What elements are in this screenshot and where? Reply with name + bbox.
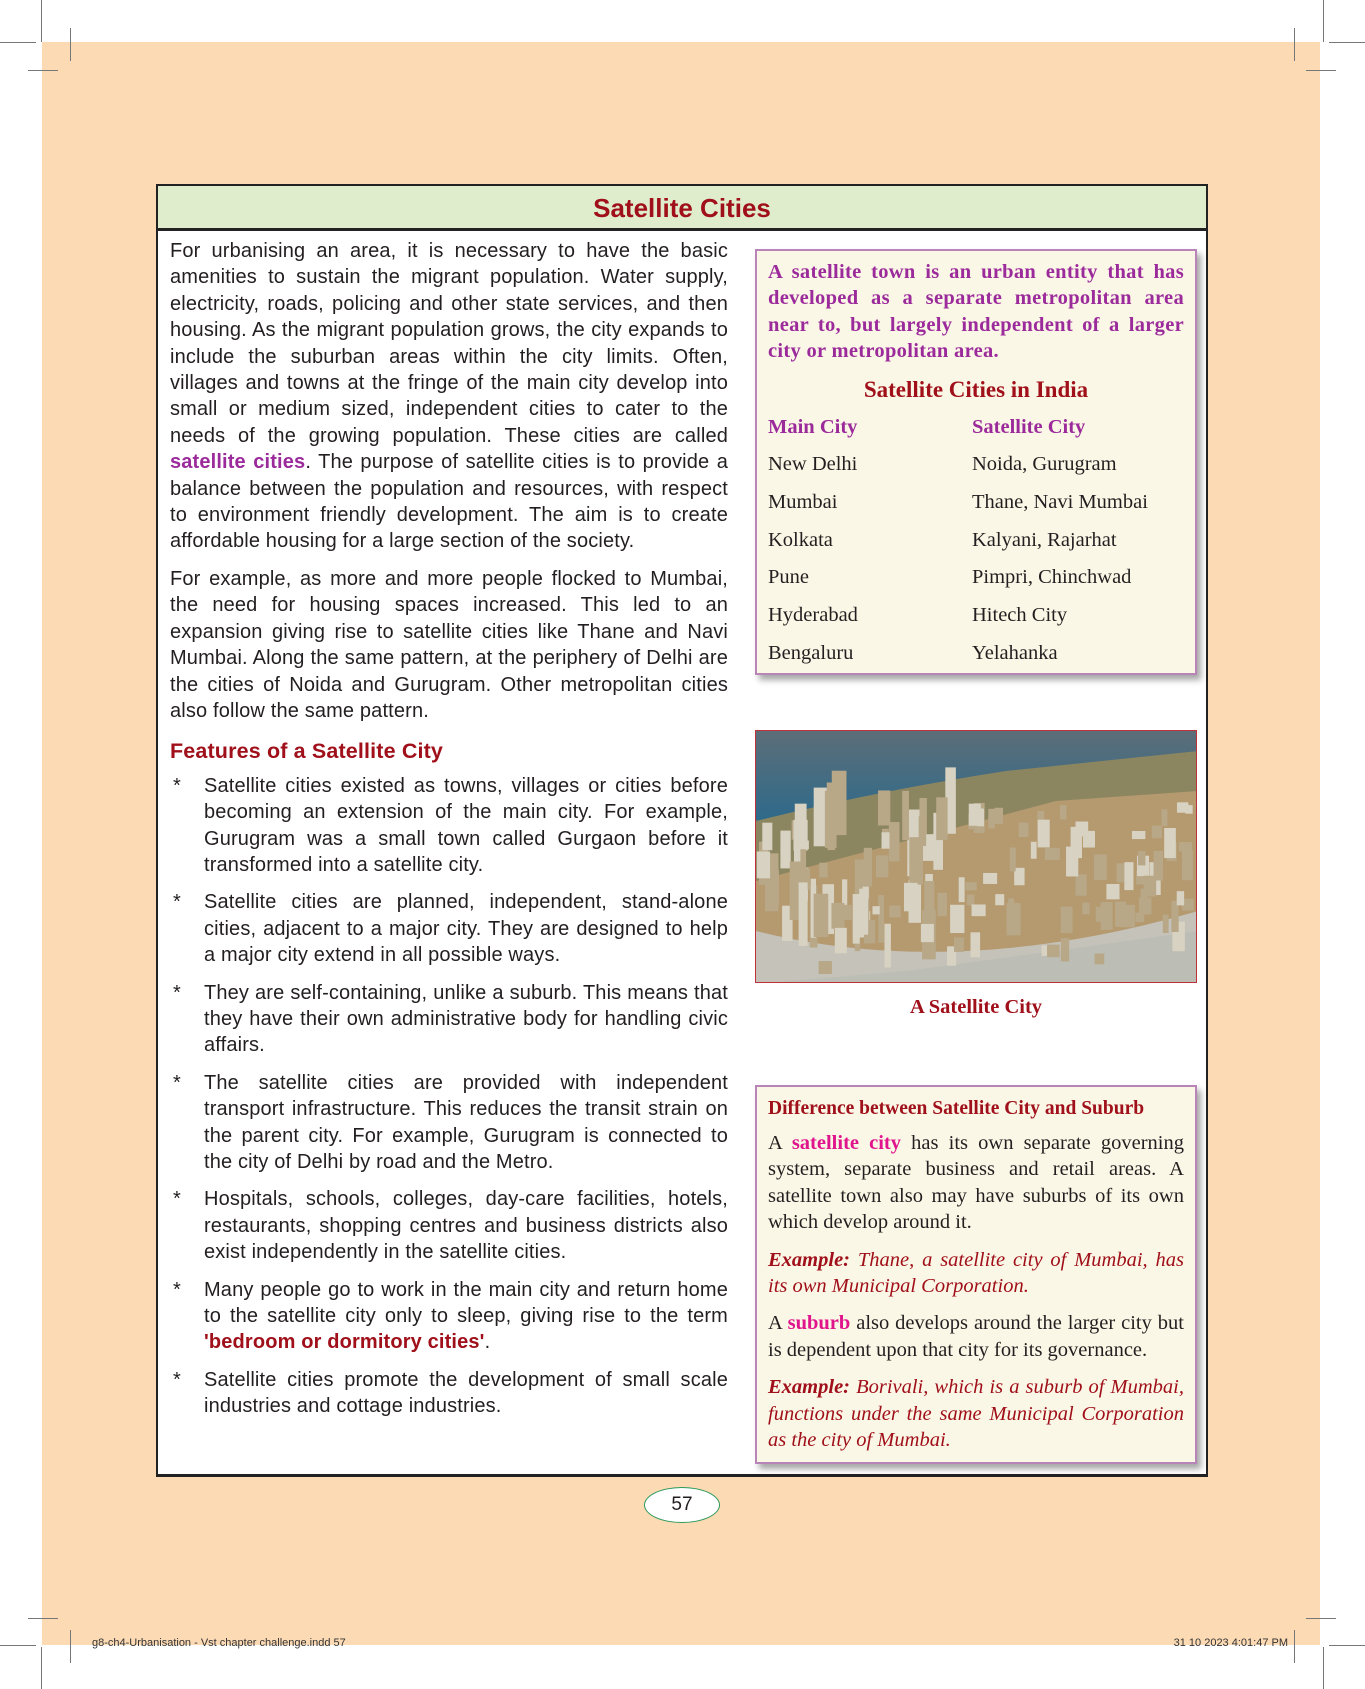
text: Borivali, which is a suburb of Mumbai, functions under the same Municipal Corporation as the city of Mumbai. xyxy=(768,1376,1184,1452)
example-1 xyxy=(768,1247,1184,1300)
table-row xyxy=(768,484,1184,522)
building xyxy=(969,804,981,826)
building xyxy=(988,809,995,829)
building xyxy=(844,905,852,920)
building xyxy=(889,822,900,861)
image-caption: A Satellite City xyxy=(909,996,1043,1018)
building xyxy=(936,797,947,840)
column-header: Main City xyxy=(768,415,858,438)
list-item-text: Satellite cities existed as towns, villages or cities before becoming an extension of the main city. For example, Gurugram was a small town called Gurgaon before it transformed into a satellite city. xyxy=(204,774,728,876)
text: A xyxy=(768,1312,788,1335)
list-item xyxy=(170,773,728,879)
building xyxy=(1037,811,1044,819)
building xyxy=(819,863,827,878)
crop-mark xyxy=(1329,1645,1365,1646)
building xyxy=(842,879,847,906)
building xyxy=(799,882,808,945)
building xyxy=(814,788,827,847)
list-item-text: Satellite cities are planned, independent, stand-alone cities, adjacent to a major city. They are designed to help a major city extend in all possible ways. xyxy=(204,891,728,967)
building xyxy=(1182,850,1193,880)
building xyxy=(780,831,790,869)
difference-box xyxy=(755,1085,1197,1464)
building xyxy=(1139,898,1151,915)
definition-text: A satellite town is an urban entity that has developed as a separate metropolitan area near to, but largely independent of a larger city or metropolitan area. xyxy=(768,261,1184,363)
building xyxy=(1071,827,1082,858)
table-row xyxy=(768,559,1184,597)
table-cell: Hyderabad xyxy=(768,604,858,627)
building xyxy=(983,873,997,884)
bullet-icon: * xyxy=(173,1278,181,1301)
building xyxy=(965,882,976,890)
building xyxy=(1171,901,1178,932)
building xyxy=(938,893,947,916)
footer-timestamp: 31 10 2023 4:01:47 PM xyxy=(1173,1637,1288,1649)
list-item-text: Satellite cities promote the development of small scale industries and cottage industries. xyxy=(204,1368,728,1418)
table-row xyxy=(768,635,1184,673)
crop-mark xyxy=(1306,70,1336,71)
building xyxy=(1010,848,1016,872)
text: has its own separate governing system, separate business and retail areas. A satellite town also may have suburbs of its own which develop around it. xyxy=(768,1132,1184,1234)
building xyxy=(884,924,890,968)
building xyxy=(835,928,847,954)
building xyxy=(971,932,981,957)
table-row xyxy=(768,522,1184,560)
building xyxy=(950,905,964,933)
list-item-text: They are self-containing, unlike a suburb. This means that they have their own administrative body for handling civic affairs. xyxy=(204,981,728,1057)
building xyxy=(757,851,770,878)
building xyxy=(1115,902,1126,927)
bullet-icon: * xyxy=(173,891,181,914)
building xyxy=(1083,831,1095,848)
building xyxy=(1101,902,1113,930)
table-header xyxy=(768,409,1184,447)
building xyxy=(882,832,890,848)
table-title: Satellite Cities in India xyxy=(863,376,1089,402)
intro-paragraph xyxy=(170,238,728,555)
table-cell: Pune xyxy=(768,566,809,589)
building xyxy=(902,791,909,840)
crop-mark xyxy=(41,0,42,42)
suburb-paragraph xyxy=(768,1310,1184,1363)
text: For urbanising an area, it is necessary to have the basic amenities to sustain the migrant population. Water supply, electricity, roads, policing and other state services, and then housing. As the migrant population grows, the city expands to include the suburban areas within the city limits. Often, villages and towns at the fringe of the main city develop into small or medium sized, independent cities to cater to the needs of the growing population. These cities are called xyxy=(170,240,728,447)
building xyxy=(972,904,986,916)
text: also develops around the larger city but is dependent upon that city for its governance. xyxy=(768,1312,1184,1361)
building xyxy=(967,895,974,906)
building xyxy=(1152,826,1162,839)
building xyxy=(1045,848,1060,860)
list-item-text xyxy=(204,1277,728,1356)
bullet-icon: * xyxy=(173,981,181,1004)
crop-mark xyxy=(41,1647,42,1689)
building xyxy=(959,877,965,902)
highlight-term: satellite cities xyxy=(170,451,306,474)
table-cell: Bengaluru xyxy=(768,641,854,664)
example-paragraph: For example, as more and more people flocked to Mumbai, the need for housing spaces increased. This led to an expansion giving rise to satellite cities like Thane and Navi Mumbai. Along the same pattern, at the periphery of Delhi are the cities of Noida and Gurugram. Other metropolitan cities also follow the same pattern. xyxy=(170,567,728,722)
building xyxy=(872,906,879,914)
highlight-term: suburb xyxy=(787,1312,851,1335)
satellite-city-paragraph xyxy=(768,1130,1184,1236)
page-number: 57 xyxy=(644,1487,720,1523)
building xyxy=(1163,915,1169,933)
building xyxy=(1031,842,1037,859)
table-cell: Thane, Navi Mumbai xyxy=(972,491,1148,514)
building xyxy=(825,791,837,848)
building xyxy=(1132,831,1145,839)
building xyxy=(814,894,829,937)
table-cell: Kolkata xyxy=(768,528,833,551)
list-item xyxy=(170,1070,728,1176)
building xyxy=(796,840,808,849)
building xyxy=(1007,903,1021,935)
list-item xyxy=(170,1277,728,1356)
building xyxy=(831,903,844,929)
list-item xyxy=(170,889,728,968)
building xyxy=(1144,876,1157,897)
building xyxy=(904,883,918,911)
crop-mark xyxy=(1294,28,1295,61)
building xyxy=(1095,954,1105,965)
building xyxy=(1117,863,1125,882)
text: . The purpose of satellite cities is to provide a balance between the population and resources, with respect to environment friendly development. The aim is to create affordable housing for a large section of the society. xyxy=(170,451,728,553)
building xyxy=(878,790,890,825)
crop-mark xyxy=(0,42,36,43)
building xyxy=(819,961,832,974)
difference-heading: Difference between Satellite City and Suburb xyxy=(768,1098,1145,1119)
list-item xyxy=(170,980,728,1059)
building xyxy=(853,894,860,944)
example-2 xyxy=(768,1374,1184,1453)
building xyxy=(1177,802,1188,812)
crop-mark xyxy=(28,70,58,71)
building xyxy=(762,823,772,851)
building xyxy=(1076,874,1087,895)
bullet-icon: * xyxy=(173,1188,181,1211)
building xyxy=(1061,907,1073,933)
text: Many people go to work in the main city and return home to the satellite city only to sleep, giving rise to the term xyxy=(204,1278,728,1328)
building xyxy=(1094,855,1107,881)
text: A xyxy=(768,1132,792,1154)
table-cell: Kalyani, Rajarhat xyxy=(972,528,1117,551)
table-cell: Yelahanka xyxy=(972,641,1058,664)
list-item-text: The satellite cities are provided with independent transport infrastructure. This reduces the transit strain on the parent city. For example, Gurugram is connected to the city of Delhi by road and the Metro. xyxy=(204,1071,728,1173)
crop-mark xyxy=(28,1618,58,1619)
building xyxy=(909,837,923,884)
city-illustration xyxy=(756,731,1197,983)
crop-mark xyxy=(1323,1647,1324,1689)
building xyxy=(876,855,888,877)
table-cell: Hitech City xyxy=(972,604,1068,627)
building xyxy=(878,895,884,942)
list-item xyxy=(170,1186,728,1265)
text: . xyxy=(484,1331,491,1354)
building xyxy=(1124,862,1133,890)
building xyxy=(1138,851,1145,865)
table-cell: Pimpri, Chinchwad xyxy=(972,566,1132,589)
building xyxy=(1038,820,1050,848)
building xyxy=(863,887,869,899)
building xyxy=(1019,823,1029,837)
highlight-term: satellite city xyxy=(791,1132,902,1154)
table-row xyxy=(768,597,1184,635)
crop-mark xyxy=(70,1630,71,1663)
building xyxy=(1177,891,1184,905)
bullet-icon: * xyxy=(173,774,181,797)
building xyxy=(1060,805,1066,819)
text: Thane, a satellite city of Mumbai, has its own Municipal Corporation. xyxy=(768,1248,1184,1298)
building xyxy=(1164,828,1176,858)
main-text-column xyxy=(170,238,728,1431)
building xyxy=(1061,938,1069,961)
building xyxy=(1047,945,1060,958)
list-item xyxy=(170,1367,728,1420)
building xyxy=(1082,903,1089,914)
example-label: Example: xyxy=(768,1248,850,1271)
table-cell: New Delhi xyxy=(768,453,858,476)
crop-mark xyxy=(0,1645,36,1646)
bullet-icon: * xyxy=(173,1071,181,1094)
building xyxy=(889,906,900,918)
satellite-city-image xyxy=(755,730,1197,983)
crop-mark xyxy=(1306,1618,1336,1619)
table-cell: Mumbai xyxy=(768,491,838,514)
table-body xyxy=(768,446,1184,672)
building xyxy=(994,808,1003,824)
bullet-icon: * xyxy=(173,1368,181,1391)
definition-box xyxy=(755,249,1197,675)
highlight-term: 'bedroom or dormitory cities' xyxy=(204,1331,485,1354)
section-title: Satellite Cities xyxy=(158,186,1206,231)
building xyxy=(1162,809,1168,826)
crop-mark xyxy=(1329,42,1365,43)
list-item-text: Hospitals, schools, colleges, day-care facilities, hotels, restaurants, shopping centres and business districts also exist independently in the satellite cities. xyxy=(204,1188,728,1264)
table-row xyxy=(768,446,1184,484)
example-label: Example: xyxy=(768,1376,850,1399)
building xyxy=(1179,842,1192,851)
crop-mark xyxy=(70,28,71,61)
column-header: Satellite City xyxy=(972,415,1086,438)
crop-mark xyxy=(1323,0,1324,42)
building xyxy=(1106,884,1119,899)
features-heading: Features of a Satellite City xyxy=(170,739,444,764)
building xyxy=(921,924,934,942)
building xyxy=(995,894,1004,905)
footer-file-info: g8-ch4-Urbanisation - Vst chapter challenge.indd 57 xyxy=(92,1637,346,1649)
table-cell: Noida, Gurugram xyxy=(972,453,1117,476)
crop-mark xyxy=(1294,1630,1295,1663)
building xyxy=(954,937,964,951)
